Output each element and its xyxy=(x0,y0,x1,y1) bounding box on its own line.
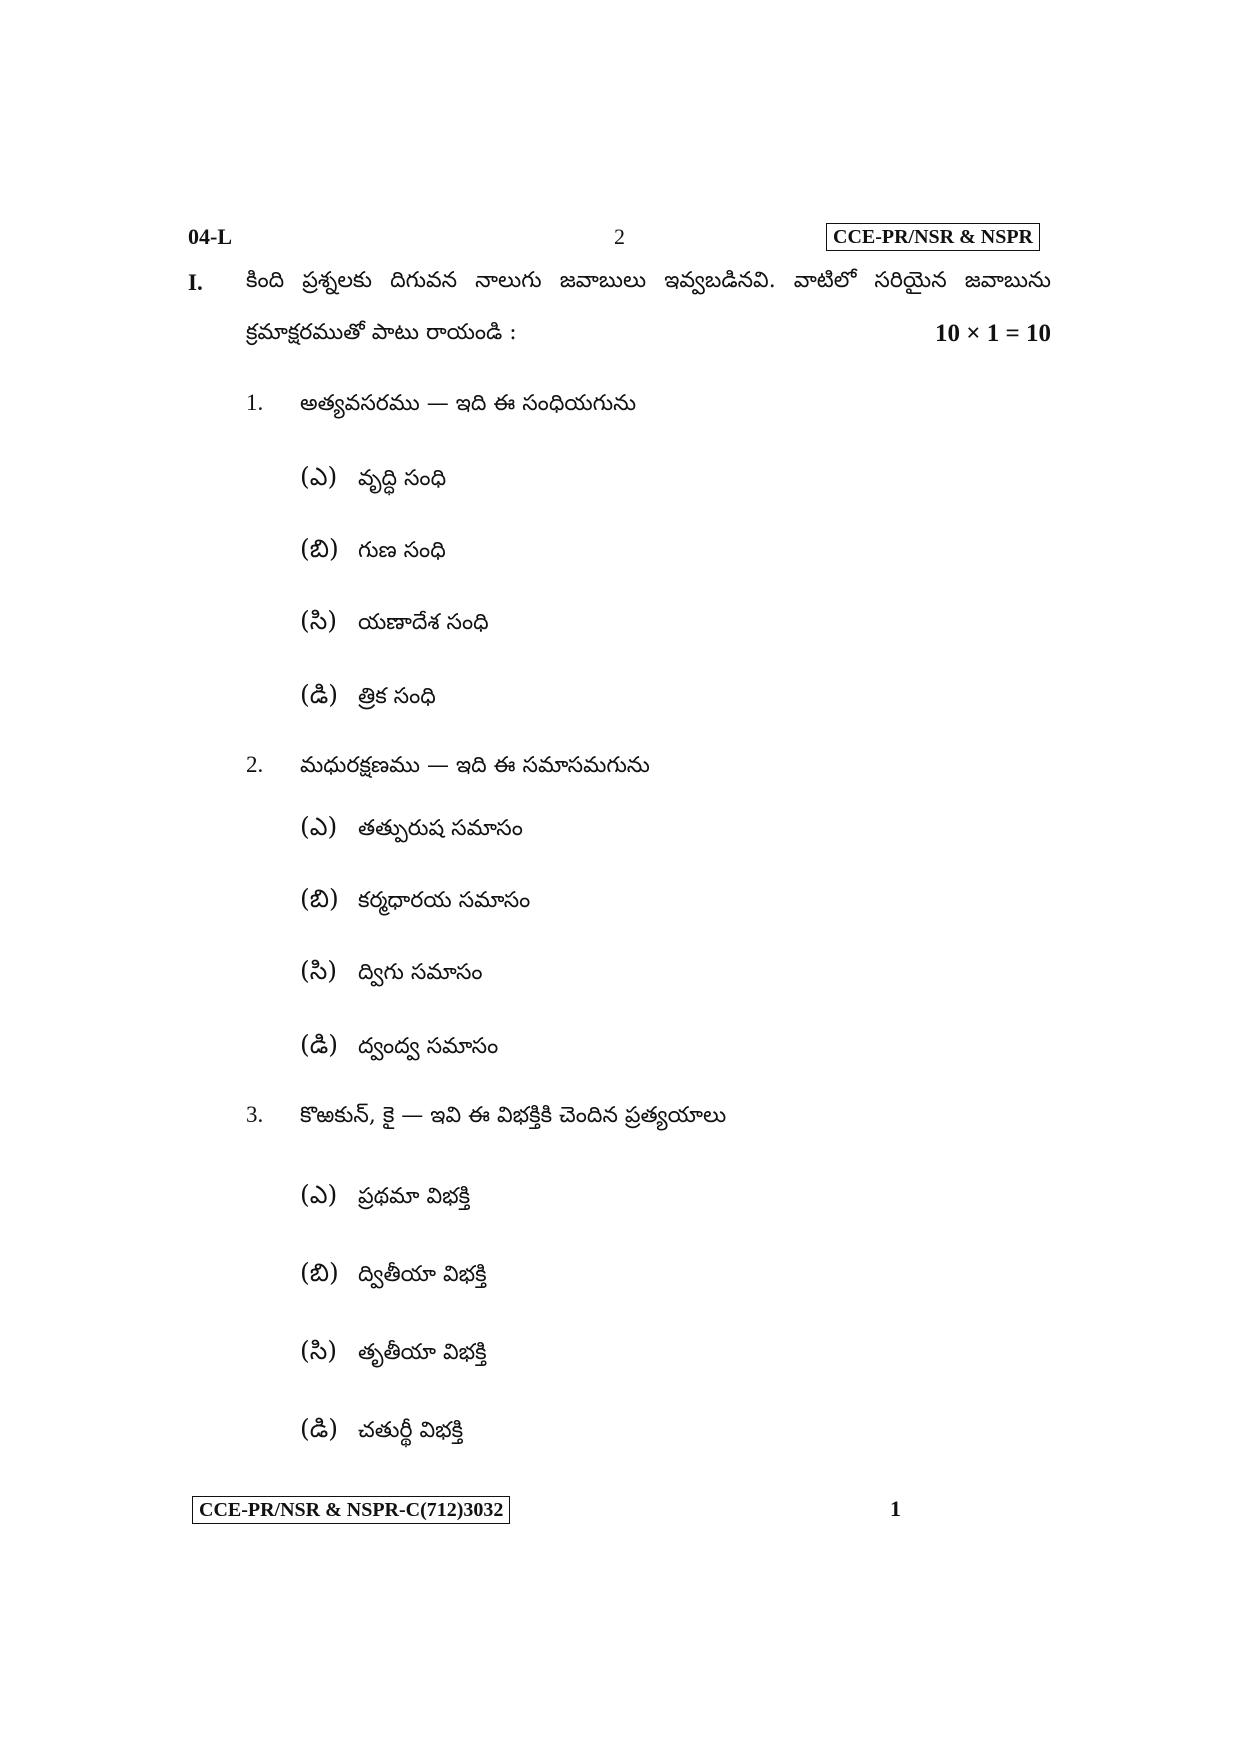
option-label: (డి) xyxy=(300,680,339,709)
option-1d xyxy=(300,680,436,716)
option-label: (ఎ) xyxy=(300,812,338,841)
option-text: గుణ సంధి xyxy=(358,538,446,563)
option-1b xyxy=(300,534,446,570)
option-label: (బి) xyxy=(300,884,339,913)
option-label: (బి) xyxy=(300,1258,339,1287)
section-marks: 10 × 1 = 10 xyxy=(935,320,1051,347)
option-label: (డి) xyxy=(300,1030,339,1059)
option-label: (ఎ) xyxy=(300,1180,338,1209)
option-2b xyxy=(300,884,530,920)
option-3a xyxy=(300,1180,470,1216)
question-2 xyxy=(246,752,650,783)
question-number: 2. xyxy=(246,752,264,777)
option-label: (సి) xyxy=(300,606,338,635)
option-label: (సి) xyxy=(300,956,338,985)
question-text: అత్యవసరము — ఇది ఈ సంధియగును xyxy=(300,391,637,416)
option-label: (ఎ) xyxy=(300,462,338,491)
question-number: 3. xyxy=(246,1102,264,1127)
option-1c xyxy=(300,606,489,642)
question-number: 1. xyxy=(246,390,264,415)
option-3c xyxy=(300,1336,487,1372)
option-text: ప్రథమా విభక్తి xyxy=(358,1184,471,1209)
option-text: త్రిక సంధి xyxy=(358,684,436,709)
option-text: ద్వంద్వ సమాసం xyxy=(358,1034,499,1059)
option-text: వృద్ధి సంధి xyxy=(358,466,447,491)
section-instruction-line2: క్రమాక్షరముతో పాటు రాయండి : xyxy=(246,320,517,345)
option-label: (డి) xyxy=(300,1414,339,1443)
option-text: ద్విగు సమాసం xyxy=(358,960,483,985)
header-page-number: 2 xyxy=(614,224,625,249)
option-2d xyxy=(300,1030,498,1066)
section-instruction-line1: కింది ప్రశ్నలకు దిగువన నాలుగు జవాబులు ఇవ్వబడినవి. వాటిలో సరియైన జవాబును xyxy=(246,268,1051,293)
option-text: కర్మధారయ సమాసం xyxy=(358,888,531,913)
option-2c xyxy=(300,956,483,992)
section-number: I. xyxy=(188,270,203,295)
option-1a xyxy=(300,462,446,498)
option-text: ద్వితీయా విభక్తి xyxy=(358,1262,487,1287)
option-label: (బి) xyxy=(300,534,339,563)
option-text: తృతీయా విభక్తి xyxy=(358,1340,487,1365)
option-text: తత్పురుష సమాసం xyxy=(358,816,523,841)
option-text: యణాదేశ సంధి xyxy=(358,610,489,635)
header-paper-code: 04-L xyxy=(188,224,232,249)
footer-exam-box: CCE-PR/NSR & NSPR-C(712)3032 xyxy=(192,1496,510,1524)
question-text: మధురక్షణము — ఇది ఈ సమాసమగును xyxy=(300,753,650,778)
option-3d xyxy=(300,1414,463,1450)
option-text: చతుర్థీ విభక్తి xyxy=(358,1418,464,1443)
question-text: కొఱకున్, కై — ఇవి ఈ విభక్తికి చెందిన ప్రత్యయాలు xyxy=(300,1103,727,1128)
header-exam-box: CCE-PR/NSR & NSPR xyxy=(826,223,1040,251)
footer-page-number: 1 xyxy=(890,1496,901,1521)
option-2a xyxy=(300,812,523,848)
option-3b xyxy=(300,1258,487,1294)
question-1 xyxy=(246,390,636,421)
option-label: (సి) xyxy=(300,1336,338,1365)
question-3 xyxy=(246,1102,726,1133)
